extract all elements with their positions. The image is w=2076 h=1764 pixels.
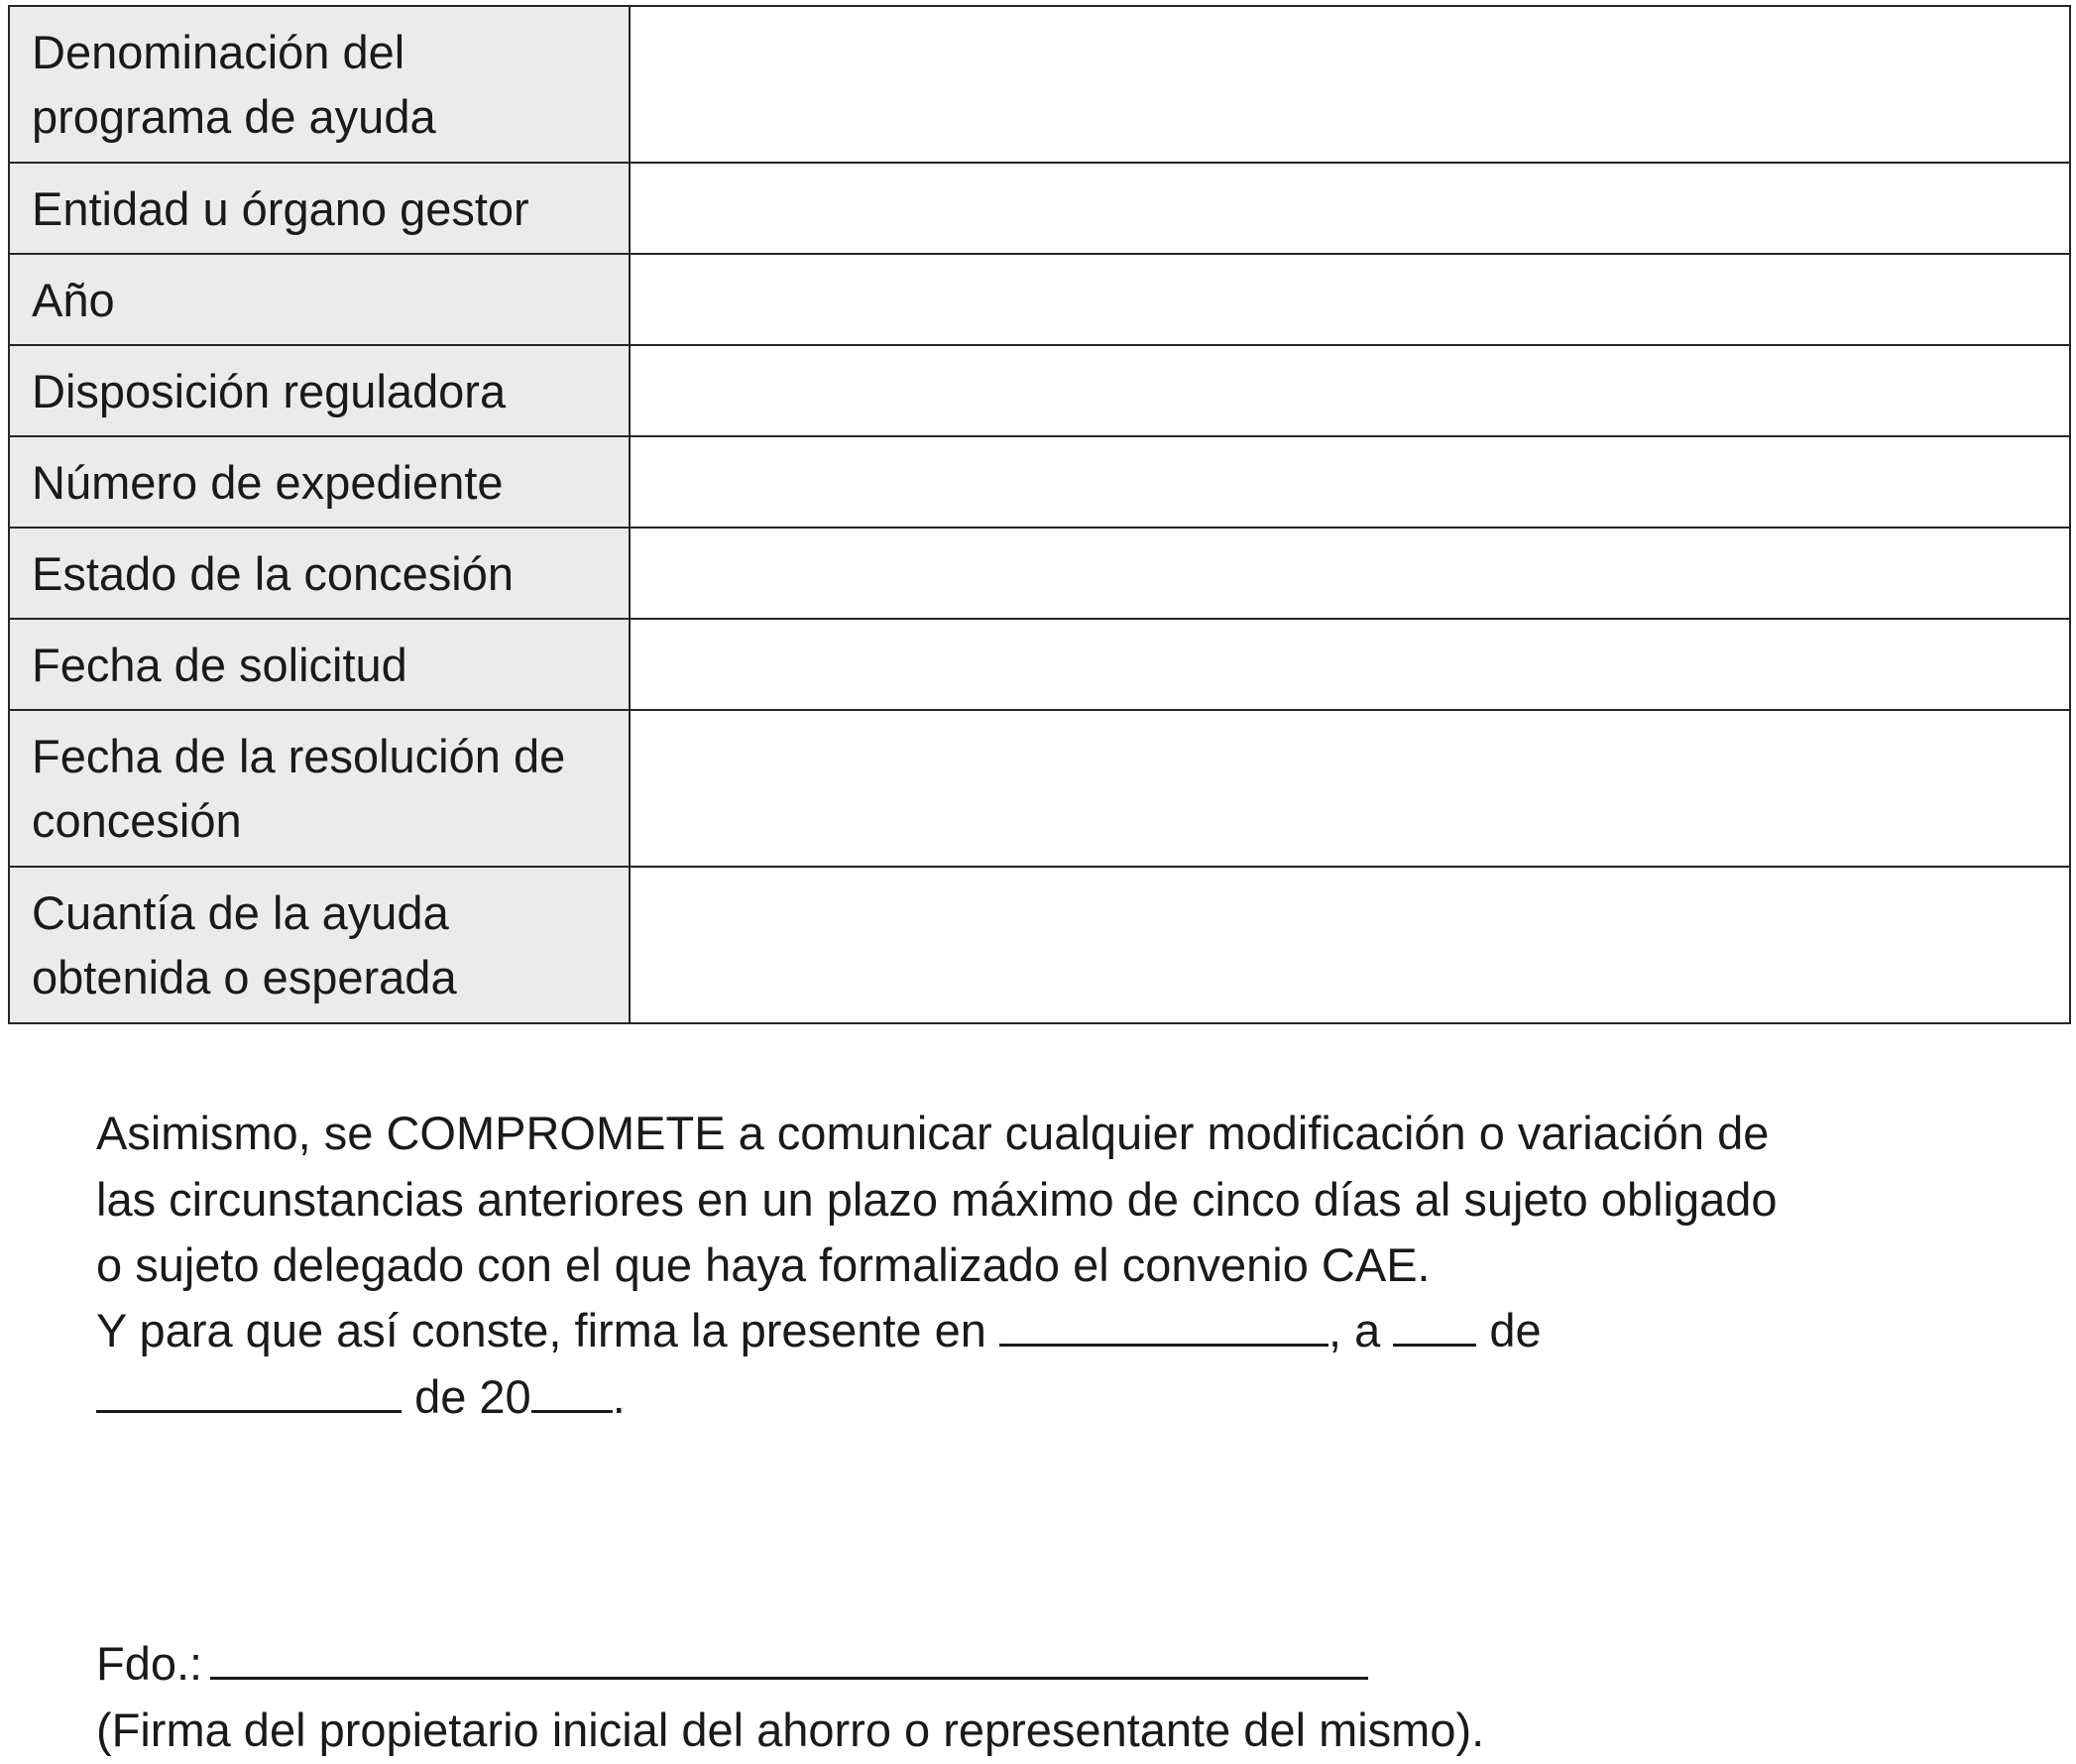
row-label-file-number: Número de expediente xyxy=(9,436,630,528)
signature-blank-line[interactable] xyxy=(210,1641,1368,1680)
closing-de-20: de 20 xyxy=(414,1369,531,1423)
aid-amount-field[interactable] xyxy=(630,867,2070,1023)
signature-label: Fdo.: xyxy=(96,1637,203,1690)
year-field[interactable] xyxy=(630,254,2070,345)
file-number-field[interactable] xyxy=(630,436,2070,528)
place-blank-line[interactable] xyxy=(999,1308,1328,1347)
signature-note: (Firma del propietario inicial del ahorro o representante del mismo). xyxy=(96,1704,1485,1756)
row-label-managing-entity: Entidad u órgano gestor xyxy=(9,163,630,254)
closing-lead-text: Y para que así conste, firma la presente en xyxy=(96,1304,986,1356)
row-label-regulatory-provision: Disposición reguladora xyxy=(9,345,630,436)
row-label-line: programa de ayuda xyxy=(32,90,436,143)
row-label-grant-status: Estado de la concesión xyxy=(9,528,630,619)
year-blank-line[interactable] xyxy=(531,1374,613,1413)
row-label-application-date: Fecha de solicitud xyxy=(9,619,630,710)
row-label-line: Cuantía de la ayuda xyxy=(32,886,449,939)
table-row xyxy=(9,619,2070,710)
closing-de: de xyxy=(1489,1304,1542,1356)
closing-period: . xyxy=(612,1369,626,1423)
commitment-line: Asimismo, se COMPROMETE a comunicar cualquier modificación o variación de xyxy=(96,1107,1770,1159)
closing-paragraph xyxy=(96,1298,1863,1430)
signature-line xyxy=(96,1631,1368,1698)
row-label-aid-amount xyxy=(9,867,630,1023)
program-name-field[interactable] xyxy=(630,6,2070,163)
row-label-resolution-date xyxy=(9,710,630,867)
table-row xyxy=(9,163,2070,254)
row-label-year: Año xyxy=(9,254,630,345)
regulatory-provision-field[interactable] xyxy=(630,345,2070,436)
row-label-program-name xyxy=(9,6,630,163)
table-row xyxy=(9,867,2070,1023)
month-blank-line[interactable] xyxy=(96,1374,402,1413)
row-label-line: Fecha de la resolución de xyxy=(32,730,566,782)
row-label-line: Denominación del xyxy=(32,26,405,78)
table-row xyxy=(9,436,2070,528)
commitment-line: o sujeto delegado con el que haya formalizado el convenio CAE. xyxy=(96,1238,1431,1291)
table-row xyxy=(9,345,2070,436)
table-row xyxy=(9,6,2070,163)
aid-program-form-table xyxy=(8,5,2071,1024)
closing-comma-a: , a xyxy=(1327,1304,1381,1356)
table-row xyxy=(9,528,2070,619)
day-blank-line[interactable] xyxy=(1393,1308,1476,1347)
application-date-field[interactable] xyxy=(630,619,2070,710)
resolution-date-field[interactable] xyxy=(630,710,2070,867)
closing-date-line xyxy=(96,1364,1863,1431)
commitment-paragraph xyxy=(96,1101,1863,1299)
table-row xyxy=(9,710,2070,867)
row-label-line: obtenida o esperada xyxy=(32,951,457,1003)
managing-entity-field[interactable] xyxy=(630,163,2070,254)
commitment-line: las circunstancias anteriores en un plazo máximo de cinco días al sujeto obligado xyxy=(96,1172,1778,1226)
table-row xyxy=(9,254,2070,345)
grant-status-field[interactable] xyxy=(630,528,2070,619)
row-label-line: concesión xyxy=(32,794,242,847)
